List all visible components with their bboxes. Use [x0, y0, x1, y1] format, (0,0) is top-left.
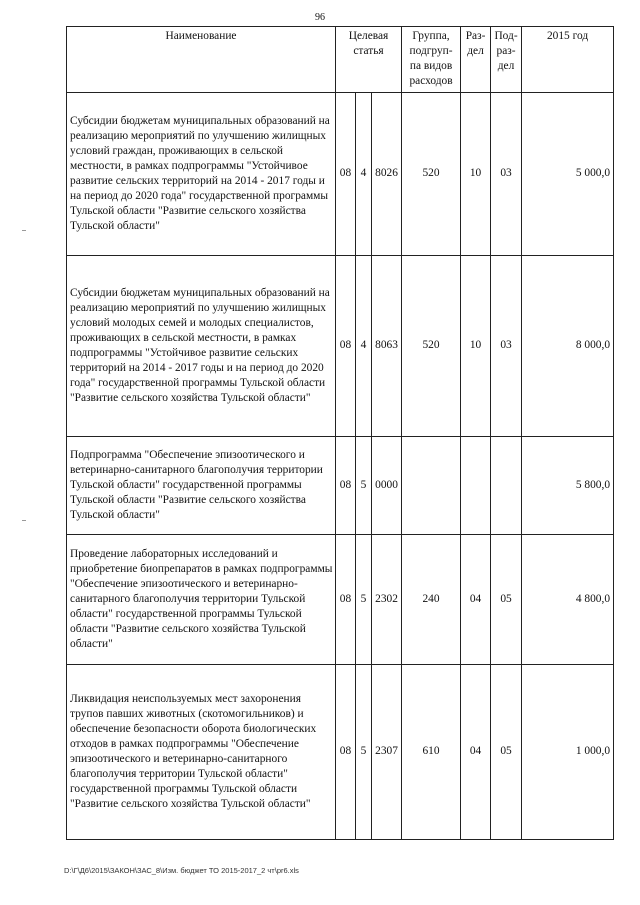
row-code-program: 08 [336, 665, 356, 840]
row-code-direction: 8026 [372, 93, 402, 256]
table-row [67, 437, 614, 535]
row-code-direction: 0000 [372, 437, 402, 535]
row-code-program: 08 [336, 535, 356, 665]
row-code-subprogram: 5 [356, 535, 372, 665]
row-section: 10 [461, 256, 491, 437]
row-subsection [491, 437, 522, 535]
row-name: Субсидии бюджетам муниципальных образований на реализацию мероприятий по улучшению жилищных условий молодых семей и молодых специалистов, проживающих в сельской местности, в рамках подпрограммы "Устойчивое развитие сельских территорий на 2014 - 2017 годы и на период до 2020 года" государственной программы Тульской области "Развитие сельского хозяйства Тульской области" [67, 256, 336, 437]
table-row [67, 93, 614, 256]
header-year: 2015 год [522, 27, 614, 93]
row-code-program: 08 [336, 256, 356, 437]
header-row [67, 27, 614, 93]
budget-table [66, 26, 614, 840]
row-amount: 4 800,0 [522, 535, 614, 665]
row-code-direction: 2307 [372, 665, 402, 840]
row-amount: 5 800,0 [522, 437, 614, 535]
scan-mark [22, 520, 26, 521]
table-row [67, 256, 614, 437]
row-subsection: 03 [491, 93, 522, 256]
row-name: Проведение лабораторных исследований и приобретение биопрепаратов в рамках подпрограммы "Обеспечение эпизоотического и ветеринарно-санитарного благополучия территории Тульской области" государственной программы Тульской области "Развитие сельского хозяйства Тульской области" [67, 535, 336, 665]
row-subsection: 05 [491, 665, 522, 840]
row-group: 240 [402, 535, 461, 665]
row-group: 610 [402, 665, 461, 840]
row-section [461, 437, 491, 535]
row-section: 04 [461, 535, 491, 665]
row-section: 10 [461, 93, 491, 256]
header-name: Наименование [67, 27, 336, 93]
row-amount: 5 000,0 [522, 93, 614, 256]
table-row [67, 665, 614, 840]
table-row [67, 535, 614, 665]
row-group: 520 [402, 256, 461, 437]
row-amount: 1 000,0 [522, 665, 614, 840]
row-name: Ликвидация неиспользуемых мест захоронения трупов павших животных (скотомогильников) и обеспечение безопасности оборота биологических отходов в рамках подпрограммы "Обеспечение эпизоотического и ветеринарно-санитарного благополучия территории Тульской области" государственной программы Тульской области "Развитие сельского хозяйства Тульской области" [67, 665, 336, 840]
row-code-direction: 8063 [372, 256, 402, 437]
row-name: Подпрограмма "Обеспечение эпизоотического и ветеринарно-санитарного благополучия территории Тульской области" государственной программы Тульской области "Развитие сельского хозяйства Тульской области" [67, 437, 336, 535]
row-section: 04 [461, 665, 491, 840]
page-number: 96 [315, 12, 325, 23]
row-code-program: 08 [336, 437, 356, 535]
row-name: Субсидии бюджетам муниципальных образований на реализацию мероприятий по улучшению жилищных условий граждан, проживающих в сельской местности, в рамках подпрограммы "Устойчивое развитие сельских территорий на 2014 - 2017 годы и на период до 2020 года" государственной программы Тульской области "Развитие сельского хозяйства Тульской области" [67, 93, 336, 256]
file-path-footer: D:\Г\Д6\2015\ЗАКОН\ЗАС_8\Изм. бюджет ТО 2015-2017_2 чт\pr6.xls [64, 866, 299, 875]
row-code-program: 08 [336, 93, 356, 256]
row-code-subprogram: 4 [356, 256, 372, 437]
header-subsection: Под-раз-дел [491, 27, 522, 93]
header-group: Группа, подгруп-па видов расходов [402, 27, 461, 93]
row-subsection: 05 [491, 535, 522, 665]
row-code-subprogram: 5 [356, 665, 372, 840]
scan-mark [22, 230, 26, 231]
header-section: Раз-дел [461, 27, 491, 93]
row-code-subprogram: 4 [356, 93, 372, 256]
row-code-direction: 2302 [372, 535, 402, 665]
row-group [402, 437, 461, 535]
row-amount: 8 000,0 [522, 256, 614, 437]
header-target-article: Целевая статья [336, 27, 402, 93]
row-code-subprogram: 5 [356, 437, 372, 535]
row-subsection: 03 [491, 256, 522, 437]
row-group: 520 [402, 93, 461, 256]
